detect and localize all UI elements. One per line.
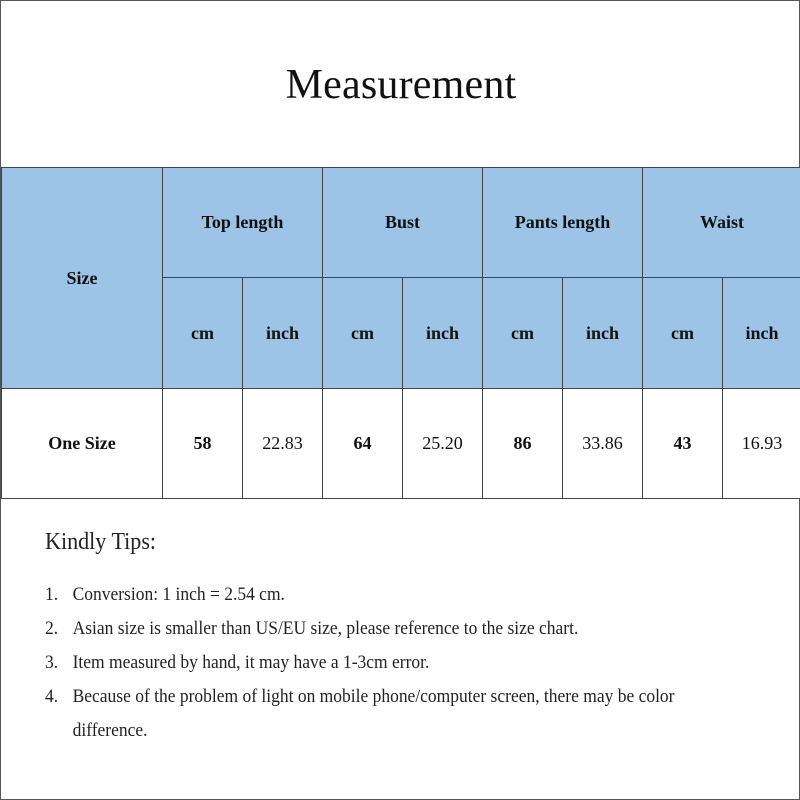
tips-list xyxy=(45,578,707,748)
unit-cell: cm xyxy=(643,278,723,389)
list-item xyxy=(45,612,707,646)
header-top-length: Top length xyxy=(163,168,323,278)
tips-title: Kindly Tips: xyxy=(45,529,157,555)
list-item xyxy=(45,680,707,748)
value-cell: 43 xyxy=(643,389,723,499)
table-header-row xyxy=(2,168,800,278)
header-pants-length: Pants length xyxy=(483,168,643,278)
value-cell: 22.83 xyxy=(243,389,323,499)
value-cell: 64 xyxy=(323,389,403,499)
unit-cell: cm xyxy=(323,278,403,389)
list-item xyxy=(45,646,707,680)
tips-section xyxy=(45,529,707,748)
value-cell: 58 xyxy=(163,389,243,499)
size-table xyxy=(1,167,800,499)
list-item-number: 2. xyxy=(45,618,59,639)
unit-cell: cm xyxy=(163,278,243,389)
list-item-text: Asian size is smaller than US/EU size, please reference to the size chart. xyxy=(72,618,579,639)
unit-cell: cm xyxy=(483,278,563,389)
header-waist: Waist xyxy=(643,168,800,278)
list-item-text: Conversion: 1 inch = 2.54 cm. xyxy=(72,584,285,605)
page-title: Measurement xyxy=(285,62,517,108)
unit-cell: inch xyxy=(403,278,483,389)
list-item-number: 4. xyxy=(45,686,59,707)
list-item-number: 3. xyxy=(45,652,59,673)
table-row xyxy=(2,389,800,499)
value-cell: 33.86 xyxy=(563,389,643,499)
value-cell: 86 xyxy=(483,389,563,499)
value-cell: 25.20 xyxy=(403,389,483,499)
header-bust: Bust xyxy=(323,168,483,278)
unit-cell: inch xyxy=(723,278,800,389)
list-item-number: 1. xyxy=(45,584,59,605)
size-header: Size xyxy=(2,168,163,389)
row-label: One Size xyxy=(2,389,163,499)
list-item-text: Because of the problem of light on mobile phone/computer screen, there may be color difference. xyxy=(72,686,675,741)
list-item-text: Item measured by hand, it may have a 1-3cm error. xyxy=(72,652,430,673)
unit-cell: inch xyxy=(243,278,323,389)
unit-cell: inch xyxy=(563,278,643,389)
list-item xyxy=(45,578,707,612)
value-cell: 16.93 xyxy=(723,389,800,499)
